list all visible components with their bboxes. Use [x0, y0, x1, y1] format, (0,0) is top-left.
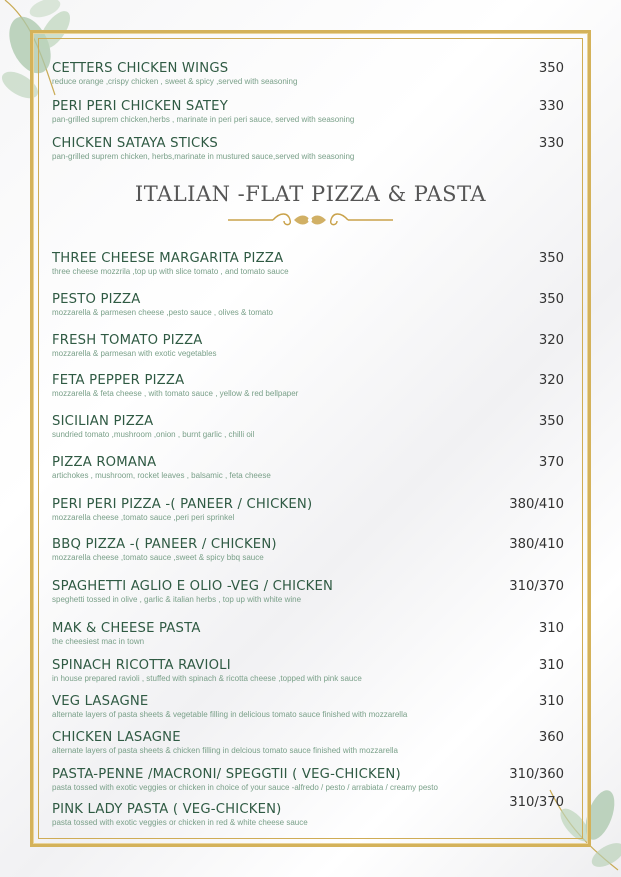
item-description: in house prepared ravioli , stuffed with spinach & ricotta cheese ,topped with pink sauce: [52, 674, 362, 683]
item-name: CHICKEN SATAYA STICKS: [52, 136, 218, 151]
menu-item: [52, 292, 565, 318]
item-description: mozzarella & feta cheese , with tomato sauce , yellow & red bellpaper: [52, 389, 299, 398]
item-price: 310/370: [509, 579, 564, 594]
menu-item: [52, 767, 565, 793]
item-description: pan-grilled suprem chicken,herbs , marinate in peri peri sauce, served with seasoning: [52, 115, 355, 124]
item-price: 310: [538, 621, 564, 636]
flourish-divider-icon: [228, 212, 393, 228]
item-description: mozzarella & parmesen cheese ,pesto sauce , olives & tomato: [52, 308, 273, 317]
item-description: alternate layers of pasta sheets & vegetable filling in delicious tomato sauce finished with mozzarella: [52, 710, 408, 719]
menu-item: [52, 497, 565, 523]
item-price: 310/360: [509, 767, 564, 782]
menu-item: [52, 414, 565, 440]
item-name: PERI PERI PIZZA -( PANEER / CHICKEN): [52, 497, 313, 512]
item-name: PIZZA ROMANA: [52, 455, 157, 470]
item-name: SPINACH RICOTTA RAVIOLI: [52, 658, 231, 673]
menu-item: [52, 61, 565, 87]
item-name: FRESH TOMATO PIZZA: [52, 333, 203, 348]
item-name: PASTA-PENNE /MACRONI/ SPEGGTII ( VEG-CHICKEN): [52, 767, 401, 782]
item-price: 310: [538, 658, 564, 673]
item-price: 330: [538, 99, 564, 114]
item-description: speghetti tossed in olive , garlic & italian herbs , top up with white wine: [52, 595, 302, 604]
menu-item: [52, 333, 565, 359]
item-price: 380/410: [509, 537, 564, 552]
item-name: VEG LASAGNE: [52, 694, 149, 709]
item-price: 310: [538, 694, 564, 709]
item-description: artichokes , mushroom, rocket leaves , balsamic , feta cheese: [52, 471, 271, 480]
item-name: PERI PERI CHICKEN SATEY: [52, 99, 228, 114]
menu-item: [52, 694, 565, 720]
menu-item: [52, 579, 565, 605]
item-price: 380/410: [509, 497, 564, 512]
item-name: MAK & CHEESE PASTA: [52, 621, 201, 636]
item-description: the cheesiest mac in town: [52, 637, 145, 646]
item-name: CHICKEN LASAGNE: [52, 730, 181, 745]
item-description: mozzarella cheese ,tomato sauce ,peri peri sprinkel: [52, 513, 235, 522]
menu-item: [52, 537, 565, 563]
menu-item: [52, 795, 565, 828]
item-name: FETA PEPPER PIZZA: [52, 373, 185, 388]
menu-item: [52, 251, 565, 277]
menu-item: [52, 455, 565, 481]
item-price: 370: [538, 455, 564, 470]
item-price: 320: [538, 333, 564, 348]
item-price: 350: [538, 292, 564, 307]
item-description: mozzarella & parmesan with exotic vegetables: [52, 349, 217, 358]
item-name: CETTERS CHICKEN WINGS: [52, 61, 229, 76]
item-description: reduce orange ,crispy chicken , sweet & spicy ,served with seasoning: [52, 77, 298, 86]
item-name: PINK LADY PASTA ( VEG-CHICKEN): [52, 802, 282, 817]
item-name: THREE CHEESE MARGARITA PIZZA: [52, 251, 284, 266]
item-description: pasta tossed with exotic veggies or chicken in choice of your sauce -alfredo / pesto / arrabiata / creamy pesto: [52, 783, 438, 792]
item-description: pasta tossed with exotic veggies or chicken in red & white cheese sauce: [52, 818, 308, 827]
item-name: SPAGHETTI AGLIO E OLIO -VEG / CHICKEN: [52, 579, 334, 594]
item-price: 350: [538, 414, 564, 429]
item-price: 310/370: [509, 795, 564, 810]
item-description: mozzarella cheese ,tomato sauce ,sweet & spicy bbq sauce: [52, 553, 264, 562]
item-price: 350: [538, 61, 564, 76]
section-title: ITALIAN -FLAT PIZZA & PASTA: [134, 182, 487, 206]
menu-item: [52, 99, 565, 125]
menu-item: [52, 373, 565, 399]
menu-item: [52, 730, 565, 756]
item-price: 350: [538, 251, 564, 266]
item-name: SICILIAN PIZZA: [52, 414, 154, 429]
item-description: three cheese mozzrila ,top up with slice tomato , and tomato sauce: [52, 267, 289, 276]
menu-item: [52, 136, 565, 162]
item-price: 330: [538, 136, 564, 151]
menu-item: [52, 658, 565, 684]
item-price: 320: [538, 373, 564, 388]
item-price: 360: [538, 730, 564, 745]
item-name: PESTO PIZZA: [52, 292, 141, 307]
menu-item: [52, 621, 565, 647]
item-name: BBQ PIZZA -( PANEER / CHICKEN): [52, 537, 277, 552]
item-description: alternate layers of pasta sheets & chicken filling in delcious tomato sauce finished with mozzarella: [52, 746, 398, 755]
item-description: pan-grilled suprem chicken, herbs,marinate in mustured sauce,served with seasoning: [52, 152, 355, 161]
item-description: sundried tomato ,mushroom ,onion , burnt garlic , chilli oil: [52, 430, 255, 439]
